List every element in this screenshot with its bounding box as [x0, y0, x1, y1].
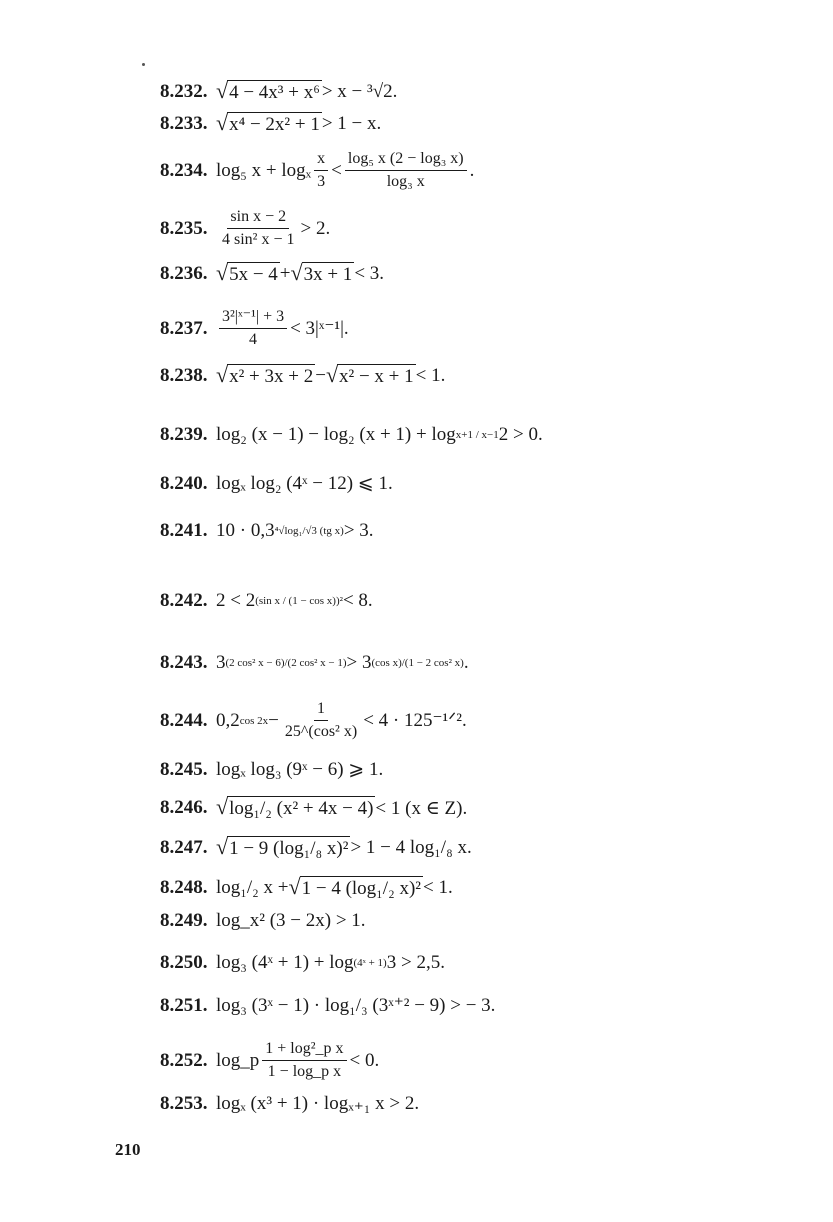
problem-8-240	[160, 472, 760, 495]
square-root: √ x⁴ − 2x² + 1	[216, 110, 320, 135]
problem-8-237	[160, 308, 760, 350]
problem-number: 8.250.	[160, 952, 208, 973]
problem-8-245	[160, 758, 760, 781]
print-speck	[142, 63, 145, 66]
problem-number: 8.251.	[160, 994, 208, 1016]
problem-8-241	[160, 520, 760, 542]
problem-8-252	[160, 1040, 760, 1082]
problem-8-250	[160, 952, 760, 974]
exponent: cos 2x	[239, 714, 269, 727]
square-root: √ log₁/₂ (x² + 4x − 4)	[216, 794, 374, 819]
expression: logₓ log₂ (4ˣ − 12) ⩽ 1.	[216, 473, 393, 494]
expression: log₂ (x − 1) − log₂ (x + 1) + log x+1 / x−1 2 > 0.	[216, 424, 543, 445]
problem-8-246	[160, 796, 760, 820]
problem-8-235	[160, 208, 760, 250]
square-root: √ 3x + 1	[290, 260, 353, 285]
problem-number: 8.241.	[160, 520, 208, 541]
problem-number: 8.240.	[160, 472, 208, 494]
problem-number: 8.252.	[160, 1049, 208, 1071]
expression: log₅ x + logₓ $\frac{x}{3}$ < $\frac{\text{log₅ x (2 − log₃ x)}}{\text{log₃ x}}$ .	[216, 150, 475, 191]
fraction: $\frac{\text{log₅ x (2 − log₃ x)}}{\text{log₃ x}}$	[345, 150, 467, 192]
problem-number: 8.236.	[160, 263, 208, 284]
problem-8-248	[160, 876, 760, 900]
problem-8-249	[160, 910, 760, 932]
problem-number: 8.245.	[160, 758, 208, 780]
expression: √ 4 − 4x³ + x⁶ > x − ³√2.	[216, 78, 398, 103]
expression: log_p $\frac{\text{1 + log²\_p x}}{\text{1 − log\_p x}}$ < 0.	[216, 1040, 380, 1081]
square-root: √ x² − x + 1	[325, 362, 414, 387]
expression: 0,2 cos 2x − $\frac{1}{\text{25\textasciicircum{}(cos² x)}}$ < 4 · 125⁻¹ᐟ².	[216, 700, 467, 741]
problem-number: 8.249.	[160, 910, 208, 931]
problem-number: 8.248.	[160, 877, 208, 898]
expression: $\frac{\text{sin x − 2}}{\text{4 sin² x − 1}}$ > 2.	[216, 208, 330, 250]
problem-8-234	[160, 150, 760, 192]
problem-number: 8.242.	[160, 590, 208, 611]
problem-number: 8.237.	[160, 317, 208, 339]
problem-number: 8.247.	[160, 837, 208, 858]
exponent: (sin x / (1 − cos x))²	[255, 595, 343, 607]
square-root: √ 4 − 4x³ + x⁶	[216, 78, 320, 103]
problem-number: 8.244.	[160, 709, 208, 731]
expression: 2 < 2 (sin x / (1 − cos x))² < 8.	[216, 590, 373, 611]
fraction: $\frac{1}{\text{25\textasciicircum{}(cos² x)}}$	[284, 700, 358, 741]
problem-8-253	[160, 1092, 760, 1115]
page-number: 210	[115, 1140, 141, 1159]
exponent: (2 cos² x − 6)/(2 cos² x − 1)	[225, 657, 347, 669]
square-root: √ 1 − 9 (log₁/₈ x)²	[216, 834, 349, 859]
square-root: √ 5x − 4	[216, 260, 278, 285]
problem-8-233	[160, 112, 760, 136]
problem-8-232	[160, 80, 760, 104]
square-root: √ 1 − 4 (log₁/₂ x)²	[288, 874, 421, 899]
problem-number: 8.232.	[160, 81, 208, 102]
expression: $\frac{\text{3²|ˣ⁻¹| + 3}}{4}$ < 3|ˣ⁻¹|.	[216, 308, 349, 350]
expression: logₓ log₃ (9ˣ − 6) ⩾ 1.	[216, 759, 384, 780]
expression: log_x² (3 − 2x) > 1.	[216, 910, 366, 931]
problem-8-236	[160, 262, 760, 286]
problem-number: 8.234.	[160, 159, 208, 181]
expression: √ log₁/₂ (x² + 4x − 4) < 1 (x ∈ Z).	[216, 794, 468, 819]
expression: 10 · 0,3 ⁴√log₁/√3 (tg x) > 3.	[216, 520, 374, 541]
expression: 3 (2 cos² x − 6)/(2 cos² x − 1) > 3 (cos x)/(1 − 2 cos² x) .	[216, 652, 469, 673]
exponent: ⁴√log₁/√3 (tg x)	[274, 525, 344, 537]
fraction: $\frac{\text{3²|ˣ⁻¹| + 3}}{4}$	[219, 308, 287, 350]
problem-8-242	[160, 590, 760, 612]
fraction: $\frac{x}{3}$	[314, 150, 328, 192]
problem-number: 8.238.	[160, 365, 208, 386]
square-root: √ x² + 3x + 2	[216, 362, 314, 387]
fraction: $\frac{\text{sin x − 2}}{\text{4 sin² x − 1}}$	[222, 208, 295, 249]
log-base: x+1 / x−1	[455, 429, 499, 441]
problem-8-251	[160, 994, 760, 1017]
problem-8-243	[160, 652, 760, 674]
problem-number: 8.246.	[160, 797, 208, 818]
expression: √ 5x − 4 + √ 3x + 1 < 3.	[216, 260, 385, 285]
problem-number: 8.253.	[160, 1092, 208, 1114]
problem-8-247	[160, 836, 760, 860]
expression: logₓ (x³ + 1) · logₓ₊₁ x > 2.	[216, 1093, 420, 1114]
expression: log₃ (4ˣ + 1) + log (4ˣ + 1) 3 > 2,5.	[216, 952, 445, 973]
expression: √ x⁴ − 2x² + 1 > 1 − x.	[216, 110, 382, 135]
fraction: $\frac{\text{1 + log²\_p x}}{\text{1 − log\_p x}}$	[262, 1040, 346, 1082]
expression: log₁/₂ x + √ 1 − 4 (log₁/₂ x)² < 1.	[216, 874, 453, 899]
log-base: (4ˣ + 1)	[353, 957, 387, 969]
expression: √ 1 − 9 (log₁/₈ x)² > 1 − 4 log₁/₈ x.	[216, 834, 472, 859]
problem-number: 8.235.	[160, 217, 208, 239]
problem-number: 8.243.	[160, 652, 208, 673]
expression: √ x² + 3x + 2 − √ x² − x + 1 < 1.	[216, 362, 446, 387]
problem-number: 8.239.	[160, 424, 208, 445]
exponent: (cos x)/(1 − 2 cos² x)	[371, 657, 464, 669]
problem-number: 8.233.	[160, 113, 208, 134]
expression: log₃ (3ˣ − 1) · log₁/₃ (3ˣ⁺² − 9) > − 3.	[216, 995, 496, 1016]
problem-8-239	[160, 424, 760, 446]
problem-8-238	[160, 364, 760, 388]
problem-8-244	[160, 700, 760, 742]
